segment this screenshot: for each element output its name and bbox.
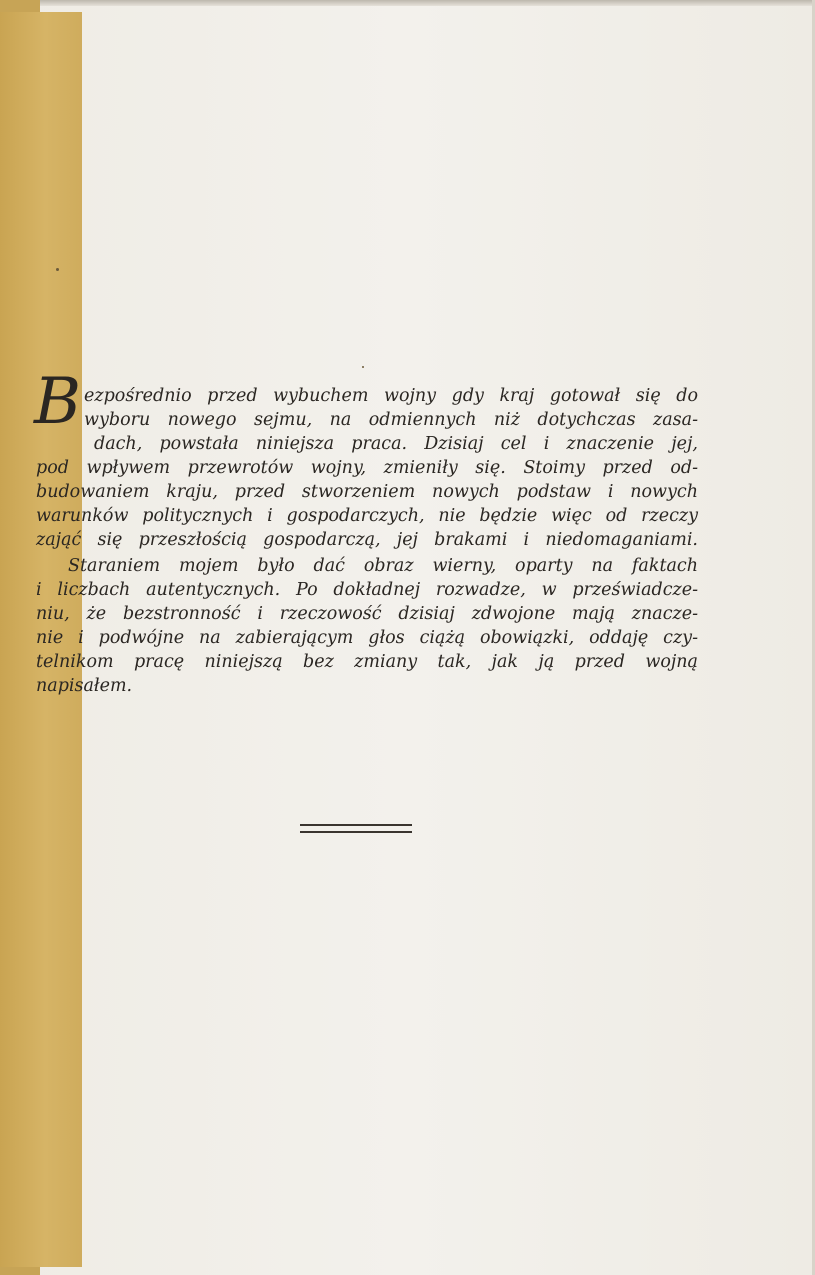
text-line: i liczbach autentycznych. Po dokładnej rozwadze, w przeświadcze- <box>36 580 698 600</box>
text-line: Staraniem mojem było dać obraz wierny, oparty na faktach <box>68 556 698 576</box>
text-line: napisałem. <box>36 676 133 696</box>
drop-cap: B <box>34 365 82 439</box>
text-line: ezpośrednio przed wybuchem wojny gdy kraj gotował się do <box>84 386 698 406</box>
text-line: niu, że bezstronność i rzeczowość dzisiaj zdwojone mają znacze- <box>36 604 698 624</box>
text-line: pod wpływem przewrotów wojny, zmieniły się. Stoimy przed od- <box>36 458 698 478</box>
text-line: nie i podwójne na zabierającym głos ciążą obowiązki, oddaję czy- <box>36 628 698 648</box>
text-line: zająć się przeszłością gospodarczą, jej brakami i niedomaganiami. <box>36 530 698 550</box>
text-line: telnikom pracę niniejszą bez zmiany tak, jak ją przed wojną <box>36 652 698 672</box>
text-line: budowaniem kraju, przed stworzeniem nowych podstaw i nowych <box>36 482 698 502</box>
text-line: dach, powstała niniejsza praca. Dzisiaj cel i znaczenie jej, <box>94 434 698 454</box>
section-divider <box>300 824 412 833</box>
text-line: wyboru nowego sejmu, na odmiennych niż dotychczas zasa- <box>84 410 698 430</box>
text-line: warunków politycznych i gospodarczych, nie będzie więc od rzeczy <box>36 506 698 526</box>
